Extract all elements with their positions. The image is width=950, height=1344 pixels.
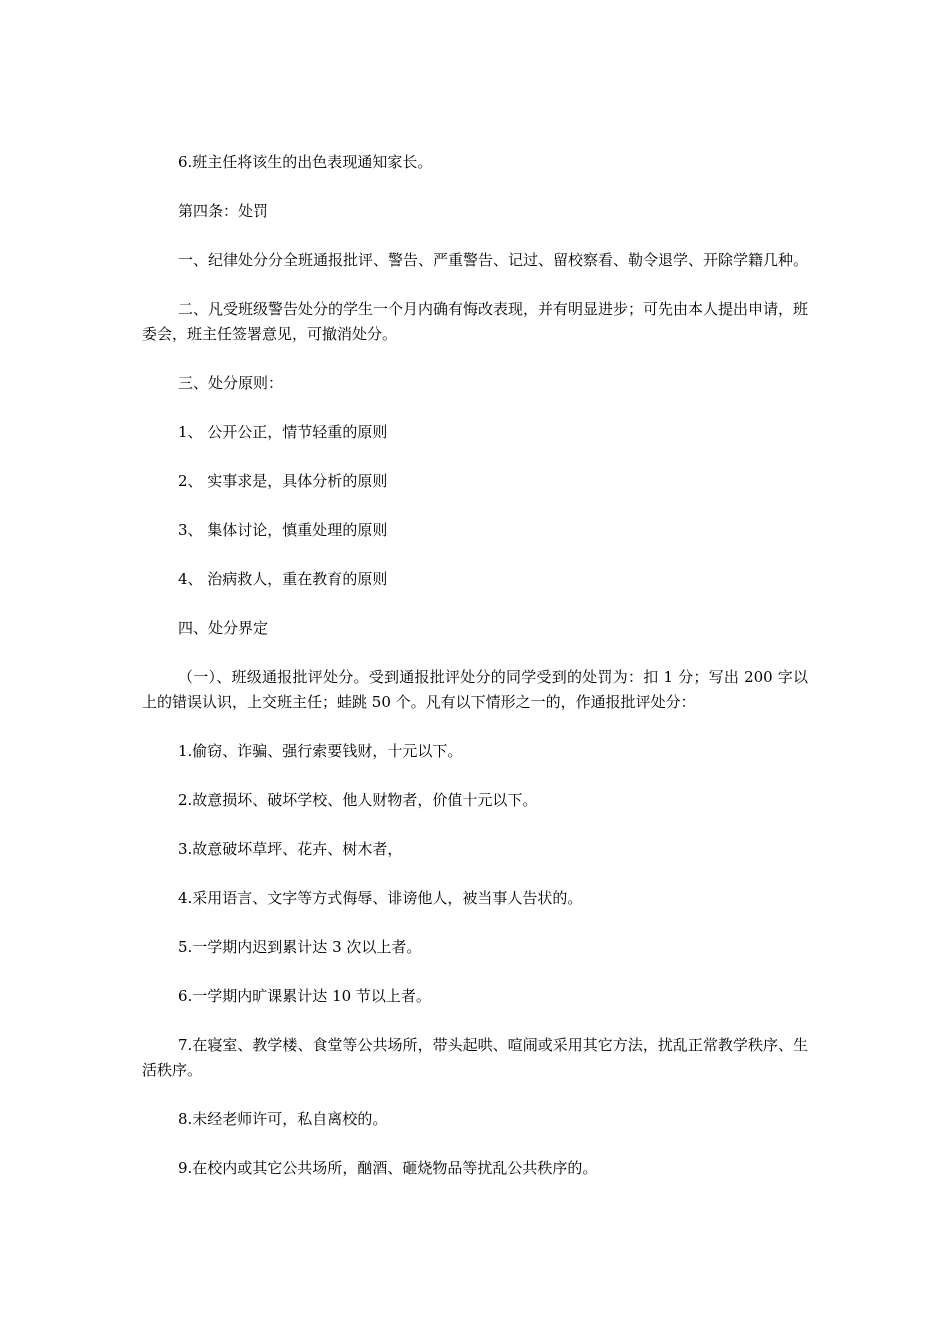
heading-principles: 三、处分原则：	[178, 374, 284, 392]
list-item-7: 7.在寝室、教学楼、食堂等公共场所，带头起哄、喧闹或采用其它方法，扰乱正常教学秩序、生活秩序。	[142, 1036, 808, 1079]
section-heading-article-4: 第四条：处罚	[178, 202, 269, 220]
list-item-5: 5.一学期内迟到累计达 3 次以上者。	[178, 938, 422, 956]
principle-item-3: 3、 集体讨论，慎重处理的原则	[178, 521, 388, 539]
document-body	[142, 150, 808, 1205]
paragraph-notify-parents: 6.班主任将该生的出色表现通知家长。	[178, 153, 433, 171]
heading-definitions: 四、处分界定	[178, 619, 269, 637]
paragraph-circulated-criticism: （一）、班级通报批评处分。受到通报批评处分的同学受到的处罚为：扣 1 分；写出 200 字以上的错误认识，上交班主任；蛙跳 50 个。凡有以下情形之一的，作通报批评处分：	[142, 668, 808, 711]
principle-item-2: 2、 实事求是，具体分析的原则	[178, 472, 388, 490]
list-item-4: 4.采用语言、文字等方式侮辱、诽谤他人，被当事人告状的。	[178, 889, 583, 907]
list-item-1: 1.偷窃、诈骗、强行索要钱财，十元以下。	[178, 742, 463, 760]
list-item-9: 9.在校内或其它公共场所，酗酒、砸烧物品等扰乱公共秩序的。	[178, 1159, 598, 1177]
list-item-6: 6.一学期内旷课累计达 10 节以上者。	[178, 987, 431, 1005]
paragraph-discipline-types: 一、纪律处分分全班通报批评、警告、严重警告、记过、留校察看、勒令退学、开除学籍几种。	[178, 251, 809, 269]
list-item-8: 8.未经老师许可，私自离校的。	[178, 1110, 388, 1128]
list-item-3: 3.故意破坏草坪、花卉、树木者，	[178, 840, 403, 858]
principle-item-4: 4、 治病救人，重在教育的原则	[178, 570, 388, 588]
list-item-2: 2.故意损坏、破坏学校、他人财物者，价值十元以下。	[178, 791, 538, 809]
paragraph-warning-revocation: 二、凡受班级警告处分的学生一个月内确有悔改表现，并有明显进步；可先由本人提出申请，班委会，班主任签署意见，可撤消处分。	[142, 300, 809, 343]
principle-item-1: 1、 公开公正，情节轻重的原则	[178, 423, 388, 441]
